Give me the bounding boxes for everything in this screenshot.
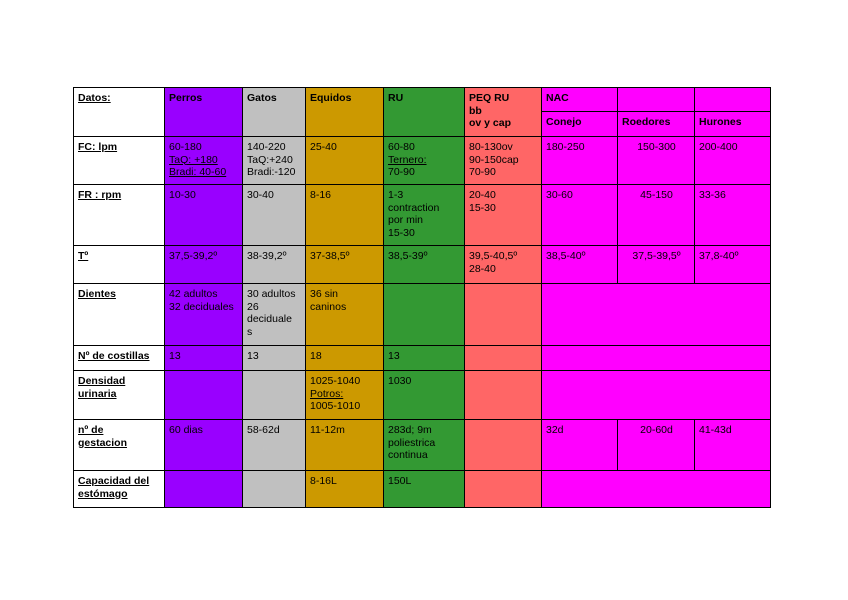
cell-line: Bradi: 40-60 xyxy=(169,166,227,178)
header-perros: Perros xyxy=(165,88,243,137)
table-row xyxy=(74,346,771,371)
cell-nac-estomago xyxy=(542,471,771,508)
cell-hurones-fr: 33-36 xyxy=(695,185,771,246)
cell-ru-costillas: 13 xyxy=(384,346,465,371)
cell-line: TaQ: +180 xyxy=(169,153,218,166)
cell-line: 1025-1040 xyxy=(310,375,361,387)
cell-roedores-gestacion: 20-60d xyxy=(618,420,695,471)
comparison-table xyxy=(73,87,771,508)
cell-line: Potros: xyxy=(310,387,344,400)
cell-peqru-fr: 20-40 15-30 xyxy=(465,185,542,246)
cell-peqru-fc: 80-130ov 90-150cap 70-90 xyxy=(465,137,542,185)
cell-perros-gestacion: 60 dias xyxy=(165,420,243,471)
row-label-gestacion: nº de gestacion xyxy=(74,420,165,471)
cell-perros-dientes: 42 adultos 32 deciduales xyxy=(165,284,243,346)
cell-gatos-fr: 30-40 xyxy=(243,185,306,246)
cell-equidos-fc: 25-40 xyxy=(306,137,384,185)
cell-line: 70-90 xyxy=(388,166,415,178)
cell-roedores-temp: 37,5-39,5º xyxy=(618,246,695,284)
cell-peqru-costillas xyxy=(465,346,542,371)
row-label-costillas: Nº de costillas xyxy=(74,346,165,371)
cell-perros-estomago xyxy=(165,471,243,508)
header-conejo: Conejo xyxy=(542,112,618,137)
header-nac-blank xyxy=(618,88,695,112)
cell-ru-dientes xyxy=(384,284,465,346)
cell-nac-costillas xyxy=(542,346,771,371)
cell-perros-fr: 10-30 xyxy=(165,185,243,246)
row-label-fc: FC: lpm xyxy=(74,137,165,185)
header-roedores: Roedores xyxy=(618,112,695,137)
table-row xyxy=(74,137,771,185)
cell-line: 60-80 xyxy=(388,141,415,153)
cell-hurones-gestacion: 41-43d xyxy=(695,420,771,471)
cell-gatos-estomago xyxy=(243,471,306,508)
row-label-estomago: Capacidad del estómago xyxy=(74,471,165,508)
cell-line: 60-180 xyxy=(169,141,202,153)
cell-line: Ternero: xyxy=(388,153,427,166)
table-row xyxy=(74,284,771,346)
header-ru: RU xyxy=(384,88,465,137)
cell-nac-dientes xyxy=(542,284,771,346)
cell-peqru-densidad xyxy=(465,371,542,420)
cell-perros-temp: 37,5-39,2º xyxy=(165,246,243,284)
header-hurones: Hurones xyxy=(695,112,771,137)
row-label-densidad: Densidad urinaria xyxy=(74,371,165,420)
cell-ru-estomago: 150L xyxy=(384,471,465,508)
header-equidos: Equidos xyxy=(306,88,384,137)
cell-gatos-dientes: 30 adultos 26 deciduale s xyxy=(243,284,306,346)
cell-equidos-densidad xyxy=(306,371,384,420)
cell-ru-fr: 1-3 contraction por min 15-30 xyxy=(384,185,465,246)
cell-line: 1005-1010 xyxy=(310,400,361,412)
cell-peqru-temp: 39,5-40,5º 28-40 xyxy=(465,246,542,284)
cell-ru-gestacion: 283d; 9m poliestrica continua xyxy=(384,420,465,471)
row-label-temp: Tº xyxy=(74,246,165,284)
cell-nac-densidad xyxy=(542,371,771,420)
header-gatos: Gatos xyxy=(243,88,306,137)
cell-ru-temp: 38,5-39º xyxy=(384,246,465,284)
cell-conejo-temp: 38,5-40º xyxy=(542,246,618,284)
cell-gatos-gestacion: 58-62d xyxy=(243,420,306,471)
table-row xyxy=(74,246,771,284)
cell-ru-fc xyxy=(384,137,465,185)
row-label-fr: FR : rpm xyxy=(74,185,165,246)
cell-conejo-fc: 180-250 xyxy=(542,137,618,185)
cell-equidos-estomago: 8-16L xyxy=(306,471,384,508)
table-row xyxy=(74,420,771,471)
cell-peqru-gestacion xyxy=(465,420,542,471)
cell-perros-fc xyxy=(165,137,243,185)
cell-gatos-costillas: 13 xyxy=(243,346,306,371)
cell-hurones-fc: 200-400 xyxy=(695,137,771,185)
cell-conejo-gestacion: 32d xyxy=(542,420,618,471)
header-row xyxy=(74,88,771,112)
cell-equidos-costillas: 18 xyxy=(306,346,384,371)
cell-equidos-temp: 37-38,5º xyxy=(306,246,384,284)
table-row xyxy=(74,371,771,420)
cell-roedores-fc: 150-300 xyxy=(618,137,695,185)
header-nac: NAC xyxy=(542,88,618,112)
cell-gatos-densidad xyxy=(243,371,306,420)
header-nac-blank xyxy=(695,88,771,112)
cell-equidos-fr: 8-16 xyxy=(306,185,384,246)
table-row xyxy=(74,471,771,508)
row-label-dientes: Dientes xyxy=(74,284,165,346)
cell-roedores-fr: 45-150 xyxy=(618,185,695,246)
cell-peqru-estomago xyxy=(465,471,542,508)
cell-peqru-dientes xyxy=(465,284,542,346)
header-datos: Datos: xyxy=(74,88,165,137)
cell-conejo-fr: 30-60 xyxy=(542,185,618,246)
cell-perros-densidad xyxy=(165,371,243,420)
cell-ru-densidad: 1030 xyxy=(384,371,465,420)
header-peq-ru: PEQ RU bb ov y cap xyxy=(465,88,542,137)
cell-perros-costillas: 13 xyxy=(165,346,243,371)
cell-equidos-dientes: 36 sin caninos xyxy=(306,284,384,346)
cell-gatos-fc: 140-220 TaQ:+240 Bradi:-120 xyxy=(243,137,306,185)
cell-hurones-temp: 37,8-40º xyxy=(695,246,771,284)
cell-gatos-temp: 38-39,2º xyxy=(243,246,306,284)
table-row xyxy=(74,185,771,246)
cell-equidos-gestacion: 11-12m xyxy=(306,420,384,471)
